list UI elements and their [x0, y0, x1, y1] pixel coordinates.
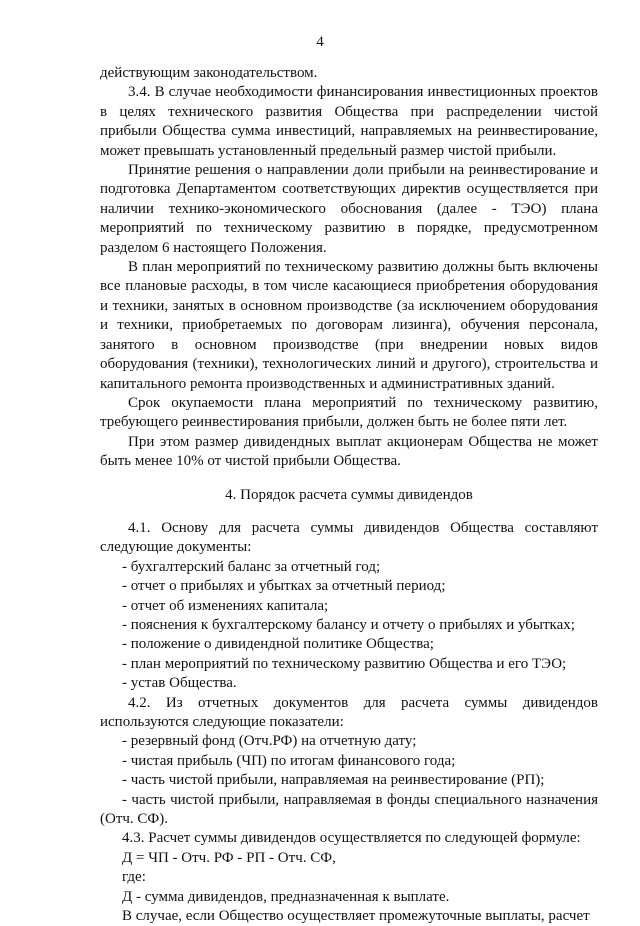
formula-where: где: [122, 869, 146, 886]
paragraph: В случае, если Общество осуществляет промежуточные выплаты, расчет [122, 908, 590, 925]
section-heading: 4. Порядок расчета суммы дивидендов [225, 486, 473, 503]
list-item: - план мероприятий по техническому развитию Общества и его ТЭО; [122, 655, 567, 672]
list-item: - пояснения к бухгалтерскому балансу и отчету о прибылях и убытках; [122, 616, 575, 633]
paragraph-4-3: 4.3. Расчет суммы дивидендов осуществляется по следующей формуле: [122, 830, 581, 847]
list-item: - часть чистой прибыли, направляемая на реинвестирование (РП); [122, 772, 545, 789]
paragraph: действующим законодательством. [100, 65, 318, 81]
list-item: - отчет о прибылях и убытках за отчетный период; [122, 578, 446, 595]
list-item: - отчет об изменениях капитала; [122, 597, 329, 614]
paragraph-3-4: 3.4. В случае необходимости финансирования инвестиционных проектов в целях технического развития Общества при распределении чистой прибыли Общества сумма инвестиций, направляемых на реинвестирование, может превышать установленный предельный размер чистой прибыли. [100, 84, 598, 159]
paragraph: Срок окупаемости плана мероприятий по техническому развитию, требующего реинвестирования прибыли, должен быть не более пяти лет. [100, 394, 598, 431]
formula: Д = ЧП - Отч. РФ - РП - Отч. СФ, [122, 849, 336, 866]
document-body [100, 64, 598, 926]
list-item: - резервный фонд (Отч.РФ) на отчетную дату; [122, 733, 417, 750]
paragraph: Принятие решения о направлении доли прибыли на реинвестирование и подготовка Департаментом соответствующих директив осуществляется при наличии технико-экономического обоснования (далее - ТЭО) плана мероприятий по техническому развитию в порядке, предусмотренном разделом 6 настоящего Положения. [100, 162, 598, 256]
paragraph-4-1: 4.1. Основу для расчета суммы дивидендов Общества составляют следующие документы: [100, 519, 598, 556]
list-item: - часть чистой прибыли, направляемая в фонды специального назначения (Отч. СФ). [100, 791, 598, 828]
list-item: - положение о дивидендной политике Общества; [122, 636, 434, 653]
page-number: 4 [316, 34, 324, 50]
formula-definition: Д - сумма дивидендов, предназначенная к выплате. [122, 888, 450, 905]
paragraph-4-2: 4.2. Из отчетных документов для расчета суммы дивидендов используются следующие показатели: [100, 694, 598, 730]
list-item: - чистая прибыль (ЧП) по итогам финансового года; [122, 752, 456, 769]
paragraph: В план мероприятий по техническому развитию должны быть включены все плановые расходы, в том числе касающиеся приобретения оборудования и техники, занятых в основном производстве (за исключением оборудования и техники, приобретаемых по договорам лизинга), обучения персонала, занятого в основном производстве (при внедрении новых видов оборудования (техники), технологических линий и другого), строительства и капитального ремонта производственных и административных зданий. [100, 259, 598, 392]
list-item: - устав Общества. [122, 675, 237, 692]
paragraph: При этом размер дивидендных выплат акционерам Общества не может быть менее 10% от чистой прибыли Общества. [100, 433, 598, 470]
list-item: - бухгалтерский баланс за отчетный год; [122, 558, 381, 575]
